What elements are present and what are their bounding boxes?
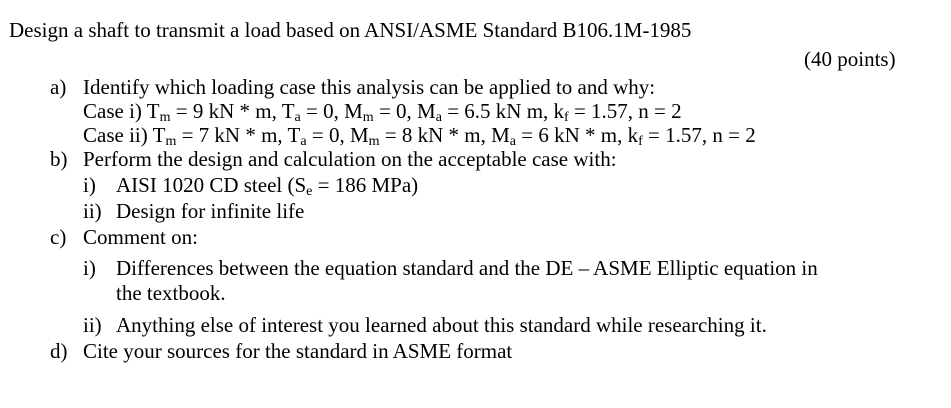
item-c-text: Comment on: xyxy=(83,225,198,249)
item-c-ii xyxy=(83,313,767,337)
case-ii-ma: $M_a = 6$ kN * m, xyxy=(491,123,623,149)
case-i-ta: $T_a = 0$, xyxy=(281,99,339,125)
case-i-line xyxy=(83,99,682,123)
case-ii-ta: $T_a = 0$, xyxy=(287,123,345,149)
case-ii-mm: $M_m = 8$ kN * m, xyxy=(349,123,486,149)
case-i-tm: $T_m = 9$ kN * m, xyxy=(146,99,277,125)
item-a xyxy=(50,75,655,99)
item-c xyxy=(50,225,198,249)
item-b-ii-marker: ii) xyxy=(83,199,102,223)
item-c-i-line1: Differences between the equation standard and the DE – ASME Elliptic equation in xyxy=(116,256,818,280)
item-d xyxy=(50,339,512,363)
item-b-marker: b) xyxy=(50,147,68,171)
item-c-i xyxy=(83,256,818,280)
item-c-ii-marker: ii) xyxy=(83,313,102,337)
case-i-kf: $k_f = 1.57$, xyxy=(553,99,634,125)
problem-title: Design a shaft to transmit a load based on ANSI/ASME Standard B106.1M-1985 xyxy=(9,18,692,42)
item-b-i-marker: i) xyxy=(83,173,96,197)
item-c-i-marker: i) xyxy=(83,256,96,280)
case-ii-kf: $k_f = 1.57$, xyxy=(627,123,708,149)
item-b-i-text: AISI 1020 CD steel ($S_e = 186$ MPa) xyxy=(116,173,419,199)
item-b xyxy=(50,147,617,171)
item-d-marker: d) xyxy=(50,339,68,363)
item-b-text: Perform the design and calculation on the acceptable case with: xyxy=(83,147,617,171)
case-i-n: n = 2 xyxy=(638,99,682,123)
item-c-marker: c) xyxy=(50,225,67,249)
points-label: (40 points) xyxy=(804,47,896,71)
case-i-label: Case i) xyxy=(83,99,142,123)
item-b-ii-text: Design for infinite life xyxy=(116,199,305,223)
item-d-text: Cite your sources for the standard in ASME format xyxy=(83,339,513,363)
case-ii-n: n = 2 xyxy=(712,123,756,147)
item-a-marker: a) xyxy=(50,75,67,99)
item-b-i xyxy=(83,173,418,197)
item-c-i-line2: the textbook. xyxy=(116,281,226,305)
item-a-text: Identify which loading case this analysis can be applied to and why: xyxy=(83,75,656,99)
item-b-ii xyxy=(83,199,304,223)
case-i-ma: $M_a = 6.5$ kN m, xyxy=(417,99,549,125)
case-i-mm: $M_m = 0$, xyxy=(344,99,412,125)
case-ii-label: Case ii) xyxy=(83,123,148,147)
case-ii-tm: $T_m = 7$ kN * m, xyxy=(152,123,283,149)
case-ii-line xyxy=(83,123,756,147)
item-c-ii-text: Anything else of interest you learned about this standard while researching it. xyxy=(116,313,767,337)
